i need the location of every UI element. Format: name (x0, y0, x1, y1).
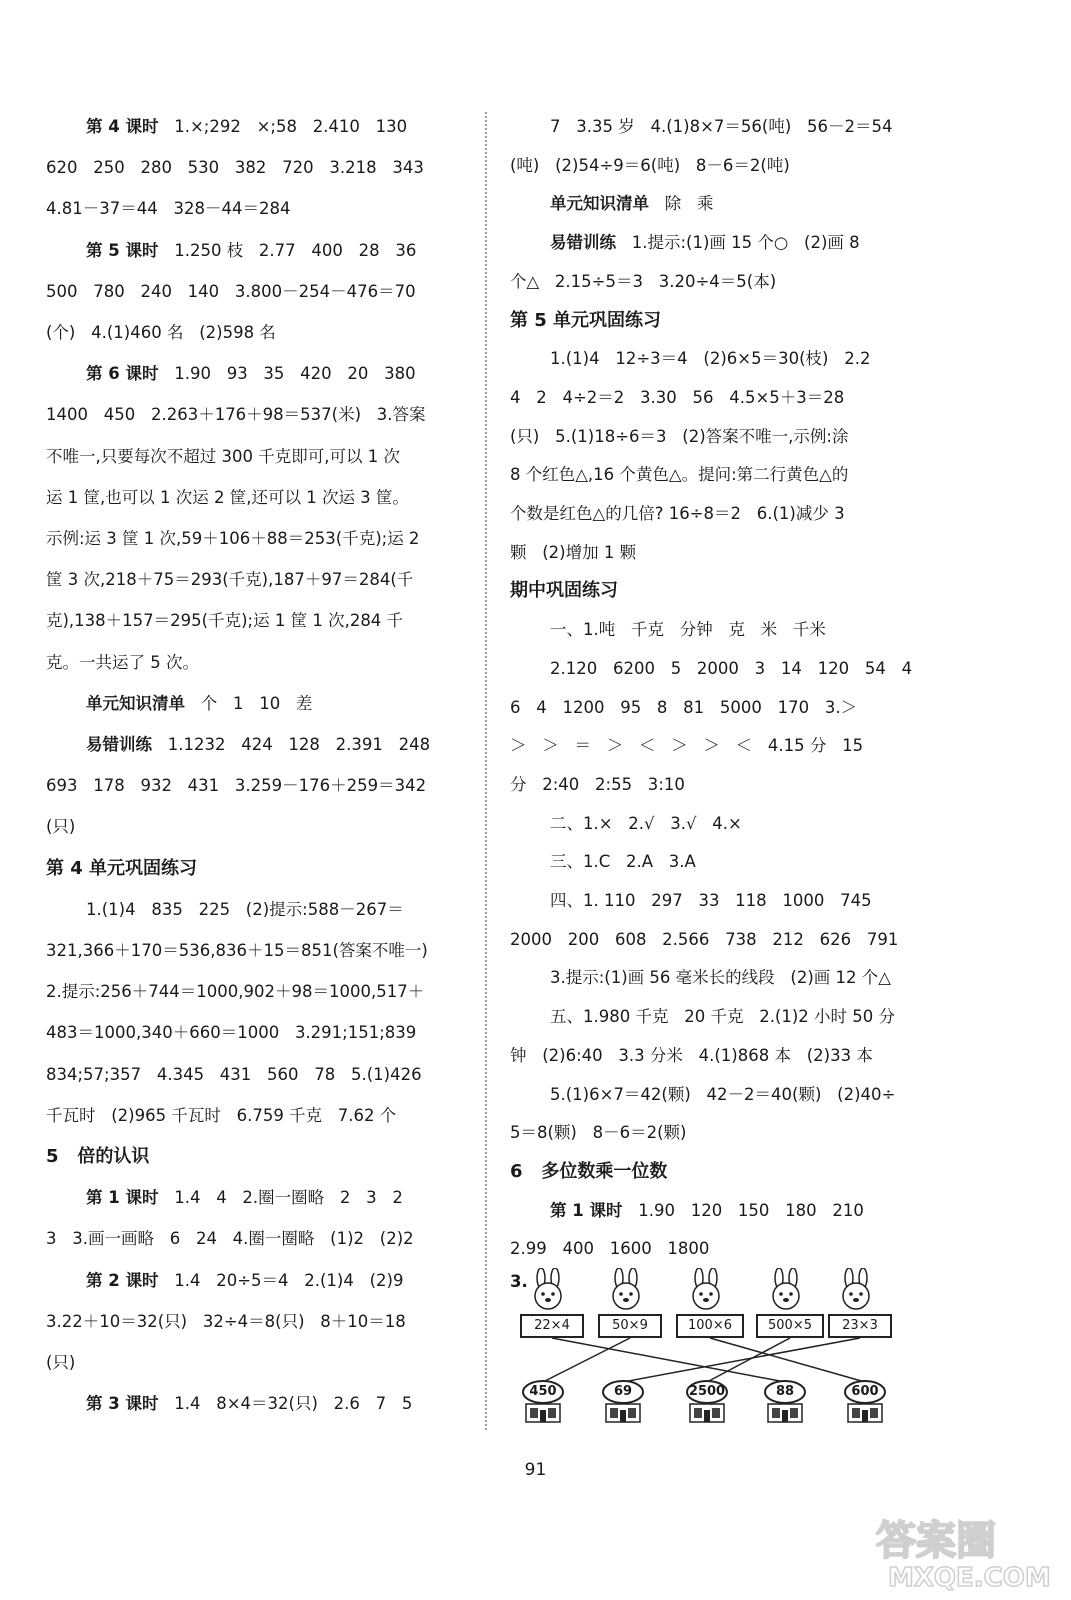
bunny-icon (767, 1268, 805, 1312)
expression-card: 500×5 (756, 1314, 824, 1338)
answer-line: 7 3.35 岁 4.(1)8×7＝56(吨) 56－2＝54 (550, 117, 893, 136)
house-number: 2500 (688, 1384, 726, 1399)
answer-line: 易错训练 1.提示:(1)画 15 个○ (2)画 8 (550, 233, 860, 253)
question-3-label: 3. (510, 1272, 528, 1291)
answer-line: (只) 5.(1)18÷6＝3 (2)答案不唯一,示例:涂 (510, 426, 849, 446)
answer-line: 一、1.吨 千克 分钟 克 米 千米 (550, 620, 826, 640)
answer-line: 分 2:40 2:55 3:10 (510, 774, 685, 794)
answer-line: 500 780 240 140 3.800－254－476＝70 (46, 281, 416, 301)
house-number: 69 (613, 1384, 633, 1399)
bunny-icon (837, 1268, 875, 1312)
answer-line: 3.22＋10＝32(只) 32÷4＝8(只) 8＋10＝18 (46, 1311, 406, 1331)
answer-line: 易错训练 1.1232 424 128 2.391 248 (86, 735, 431, 754)
answer-line: (个) 4.(1)460 名 (2)598 名 (46, 323, 276, 342)
answer-line: 693 178 932 431 3.259－176＋259＝342 (46, 776, 427, 796)
watermark-logo (870, 1506, 1060, 1592)
section-heading: 第 5 单元巩固练习 (510, 309, 662, 331)
answer-line: 1.(1)4 12÷3＝4 (2)6×5＝30(枝) 2.2 (550, 349, 871, 369)
answer-line: 第 1 课时 1.4 4 2.圈一圈略 2 3 2 (86, 1188, 403, 1208)
answer-line: 6 4 1200 95 8 81 5000 170 3.＞ (510, 697, 858, 717)
section-heading: 6 多位数乘一位数 (510, 1160, 668, 1182)
house-number: 450 (529, 1384, 557, 1399)
section-heading: 期中巩固练习 (510, 580, 618, 602)
answer-line: 颗 (2)增加 1 颗 (510, 542, 637, 562)
answer-line: 483＝1000,340＋660＝1000 3.291;151;839 (46, 1023, 417, 1043)
answer-line: 2.99 400 1600 1800 (510, 1239, 710, 1259)
section-heading: 5 倍的认识 (46, 1146, 150, 1167)
answer-line: 3.提示:(1)画 56 毫米长的线段 (2)画 12 个△ (550, 968, 891, 988)
bunny-icon (687, 1268, 725, 1312)
answer-line: 三、1.C 2.A 3.A (550, 852, 696, 872)
watermark-url: MXQE.COM (888, 1563, 1051, 1592)
answer-line: 2000 200 608 2.566 738 212 626 791 (510, 929, 899, 949)
answer-line: 4.81－37＝44 328－44＝284 (46, 199, 291, 219)
answer-line: (只) (46, 817, 76, 837)
house-number: 600 (851, 1384, 879, 1399)
answer-line: 示例:运 3 筐 1 次,59＋106＋88＝253(千克);运 2 (46, 529, 420, 548)
answer-line: 钟 (2)6:40 3.3 分米 4.(1)868 本 (2)33 本 (510, 1045, 873, 1065)
house-icon (678, 1380, 736, 1426)
answer-line: 个数是红色△的几倍? 16÷8＝2 6.(1)减少 3 (510, 504, 845, 523)
answer-line: 个△ 2.15÷5＝3 3.20÷4＝5(本) (510, 271, 777, 291)
expression-card: 22×4 (520, 1314, 584, 1338)
answer-line: 321,366＋170＝536,836＋15＝851(答案不唯一) (46, 941, 428, 960)
expression-card: 23×3 (828, 1314, 892, 1338)
watermark-text: 答案圈 (876, 1518, 996, 1564)
answer-line: 4 2 4÷2＝2 3.30 56 4.5×5＋3＝28 (510, 387, 845, 407)
answer-line: 千瓦时 (2)965 千瓦时 6.759 千克 7.62 个 (46, 1105, 397, 1125)
answer-line: 单元知识清单 个 1 10 差 (86, 693, 313, 713)
expression-card: 100×6 (676, 1314, 744, 1338)
answer-line: ＞ ＞ ＝ ＞ ＜ ＞ ＞ ＜ 4.15 分 15 (510, 736, 864, 756)
answer-line: 1400 450 2.263＋176＋98＝537(米) 3.答案 (46, 405, 426, 425)
answer-line: 2.提示:256＋744＝1000,902＋98＝1000,517＋ (46, 982, 425, 1002)
page-number: 91 (524, 1460, 547, 1480)
answer-line: 单元知识清单 除 乘 (550, 194, 714, 214)
answer-line: 克),138＋157＝295(千克);运 1 筐 1 次,284 千 (46, 611, 404, 631)
answer-line: 不唯一,只要每次不超过 300 千克即可,可以 1 次 (46, 446, 400, 466)
answer-line: 筐 3 次,218＋75＝293(千克),187＋97＝284(千 (46, 570, 414, 590)
section-heading: 第 4 单元巩固练习 (46, 857, 198, 879)
answer-line: 四、1. 110 297 33 118 1000 745 (550, 891, 872, 910)
house-icon (594, 1380, 652, 1426)
answer-line: 克。一共运了 5 次。 (46, 652, 199, 672)
answer-line: 第 2 课时 1.4 20÷5＝4 2.(1)4 (2)9 (86, 1270, 404, 1290)
answer-line: 运 1 筐,也可以 1 次运 2 筐,还可以 1 次运 3 筐。 (46, 487, 409, 507)
house-icon (756, 1380, 814, 1426)
house-icon (514, 1380, 572, 1426)
matching-diagram (510, 1268, 930, 1434)
answer-line: 5.(1)6×7＝42(颗) 42－2＝40(颗) (2)40÷ (550, 1084, 896, 1104)
answer-line: 第 4 课时 1.×;292 ×;58 2.410 130 (86, 117, 408, 136)
answer-line: 834;57;357 4.345 431 560 78 5.(1)426 (46, 1064, 422, 1084)
answer-line: 3 3.画一画略 6 24 4.圈一圈略 (1)2 (2)2 (46, 1229, 414, 1249)
answer-line: 第 1 课时 1.90 120 150 180 210 (550, 1200, 864, 1220)
matching-line (623, 1338, 860, 1382)
answer-line: (吨) (2)54÷9＝6(吨) 8－6＝2(吨) (510, 155, 790, 175)
answer-line: 二、1.× 2.√ 3.√ 4.× (550, 813, 742, 833)
answer-line: (只) (46, 1353, 76, 1372)
bunny-icon (529, 1268, 567, 1312)
answer-line: 第 5 课时 1.250 枝 2.77 400 28 36 (86, 240, 417, 260)
house-icon (836, 1380, 894, 1426)
answer-line: 2.120 6200 5 2000 3 14 120 54 4 (550, 658, 913, 678)
answer-line: 第 3 课时 1.4 8×4＝32(只) 2.6 7 5 (86, 1394, 413, 1414)
answer-line: 1.(1)4 835 225 (2)提示:588－267＝ (86, 899, 404, 919)
expression-card: 50×9 (598, 1314, 662, 1338)
house-number: 88 (775, 1384, 795, 1399)
answer-line: 五、1.980 千克 20 千克 2.(1)2 小时 50 分 (550, 1007, 896, 1027)
answer-line: 8 个红色△,16 个黄色△。提问:第二行黄色△的 (510, 465, 849, 485)
bunny-icon (607, 1268, 645, 1312)
answer-line: 5＝8(颗) 8－6＝2(颗) (510, 1123, 687, 1143)
answer-line: 620 250 280 530 382 720 3.218 343 (46, 158, 424, 178)
matching-line (710, 1338, 865, 1382)
column-divider (485, 112, 487, 1430)
answer-line: 第 6 课时 1.90 93 35 420 20 380 (86, 364, 416, 384)
